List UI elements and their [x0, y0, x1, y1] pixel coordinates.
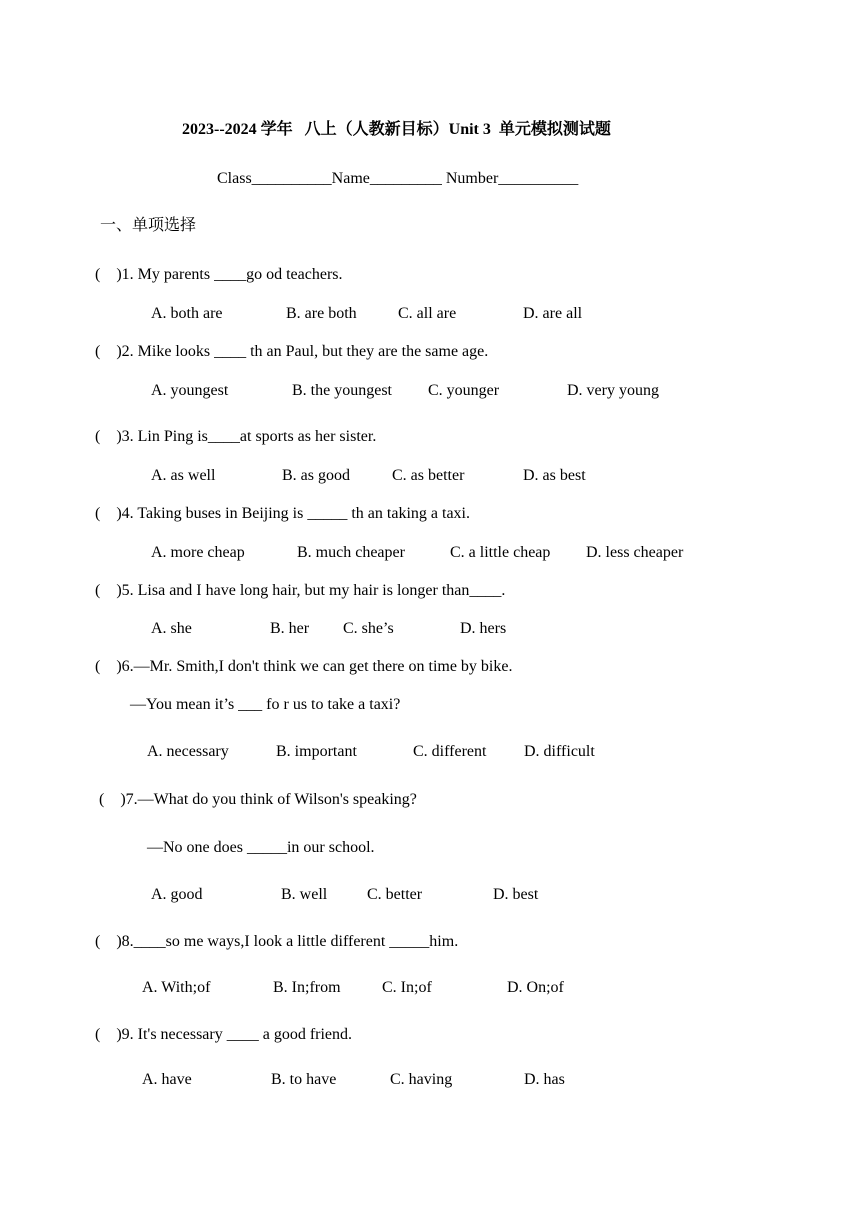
option-a: A. both are [151, 305, 223, 322]
option-b: B. to have [271, 1071, 337, 1088]
question-stem-continued: —No one does _____in our school. [147, 839, 375, 856]
option-c: C. better [367, 886, 423, 903]
option-d: D. has [524, 1071, 565, 1088]
option-b: B. her [270, 620, 310, 637]
option-d: D. less cheaper [586, 544, 684, 561]
option-d: D. hers [460, 620, 507, 637]
option-d: D. very young [567, 382, 659, 399]
question-stem: ( )3. Lin Ping is____at sports as her sister. [95, 428, 377, 445]
option-a: A. With;of [142, 979, 211, 996]
option-d: D. On;of [507, 979, 564, 996]
option-b: B. are both [286, 305, 357, 322]
option-c: C. she’s [343, 620, 394, 637]
question-stem: ( )8.____so me ways,I look a little different _____him. [95, 933, 459, 950]
option-c: C. different [413, 743, 487, 760]
question-stem: ( )7.—What do you think of Wilson's speaking? [99, 791, 417, 808]
option-d: D. as best [523, 467, 586, 484]
option-c: C. all are [398, 305, 457, 322]
option-c: C. a little cheap [450, 544, 551, 561]
option-b: B. as good [282, 467, 350, 484]
option-c: C. having [390, 1071, 453, 1088]
option-a: A. necessary [147, 743, 229, 760]
option-a: A. have [142, 1071, 192, 1088]
option-b: B. well [281, 886, 328, 903]
student-info-line: Class__________Name_________ Number__________ [217, 170, 579, 187]
option-a: A. more cheap [151, 544, 245, 561]
option-a: A. she [151, 620, 192, 637]
question-stem: ( )1. My parents ____go od teachers. [95, 266, 343, 283]
option-b: B. much cheaper [297, 544, 405, 561]
question-stem: ( )9. It's necessary ____ a good friend. [95, 1026, 353, 1043]
option-a: A. good [151, 886, 203, 903]
option-a: A. youngest [151, 382, 229, 399]
option-c: C. as better [392, 467, 465, 484]
question-stem: ( )6.—Mr. Smith,I don't think we can get there on time by bike. [95, 658, 513, 675]
option-d: D. are all [523, 305, 583, 322]
question-stem: ( )5. Lisa and I have long hair, but my hair is longer than____. [95, 582, 506, 599]
option-d: D. difficult [524, 743, 595, 760]
page-title: 2023--2024 学年 八上（人教新目标）Unit 3 单元模拟测试题 [182, 121, 611, 138]
question-stem: ( )2. Mike looks ____ th an Paul, but they are the same age. [95, 343, 489, 360]
option-b: B. the youngest [292, 382, 392, 399]
option-c: C. younger [428, 382, 500, 399]
option-b: B. important [276, 743, 357, 760]
option-b: B. In;from [273, 979, 341, 996]
option-d: D. best [493, 886, 539, 903]
question-stem: ( )4. Taking buses in Beijing is _____ th an taking a taxi. [95, 505, 470, 522]
option-a: A. as well [151, 467, 216, 484]
section-heading: 一、单项选择 [100, 217, 197, 234]
question-stem-continued: —You mean it’s ___ fo r us to take a taxi? [130, 696, 401, 713]
option-c: C. In;of [382, 979, 432, 996]
